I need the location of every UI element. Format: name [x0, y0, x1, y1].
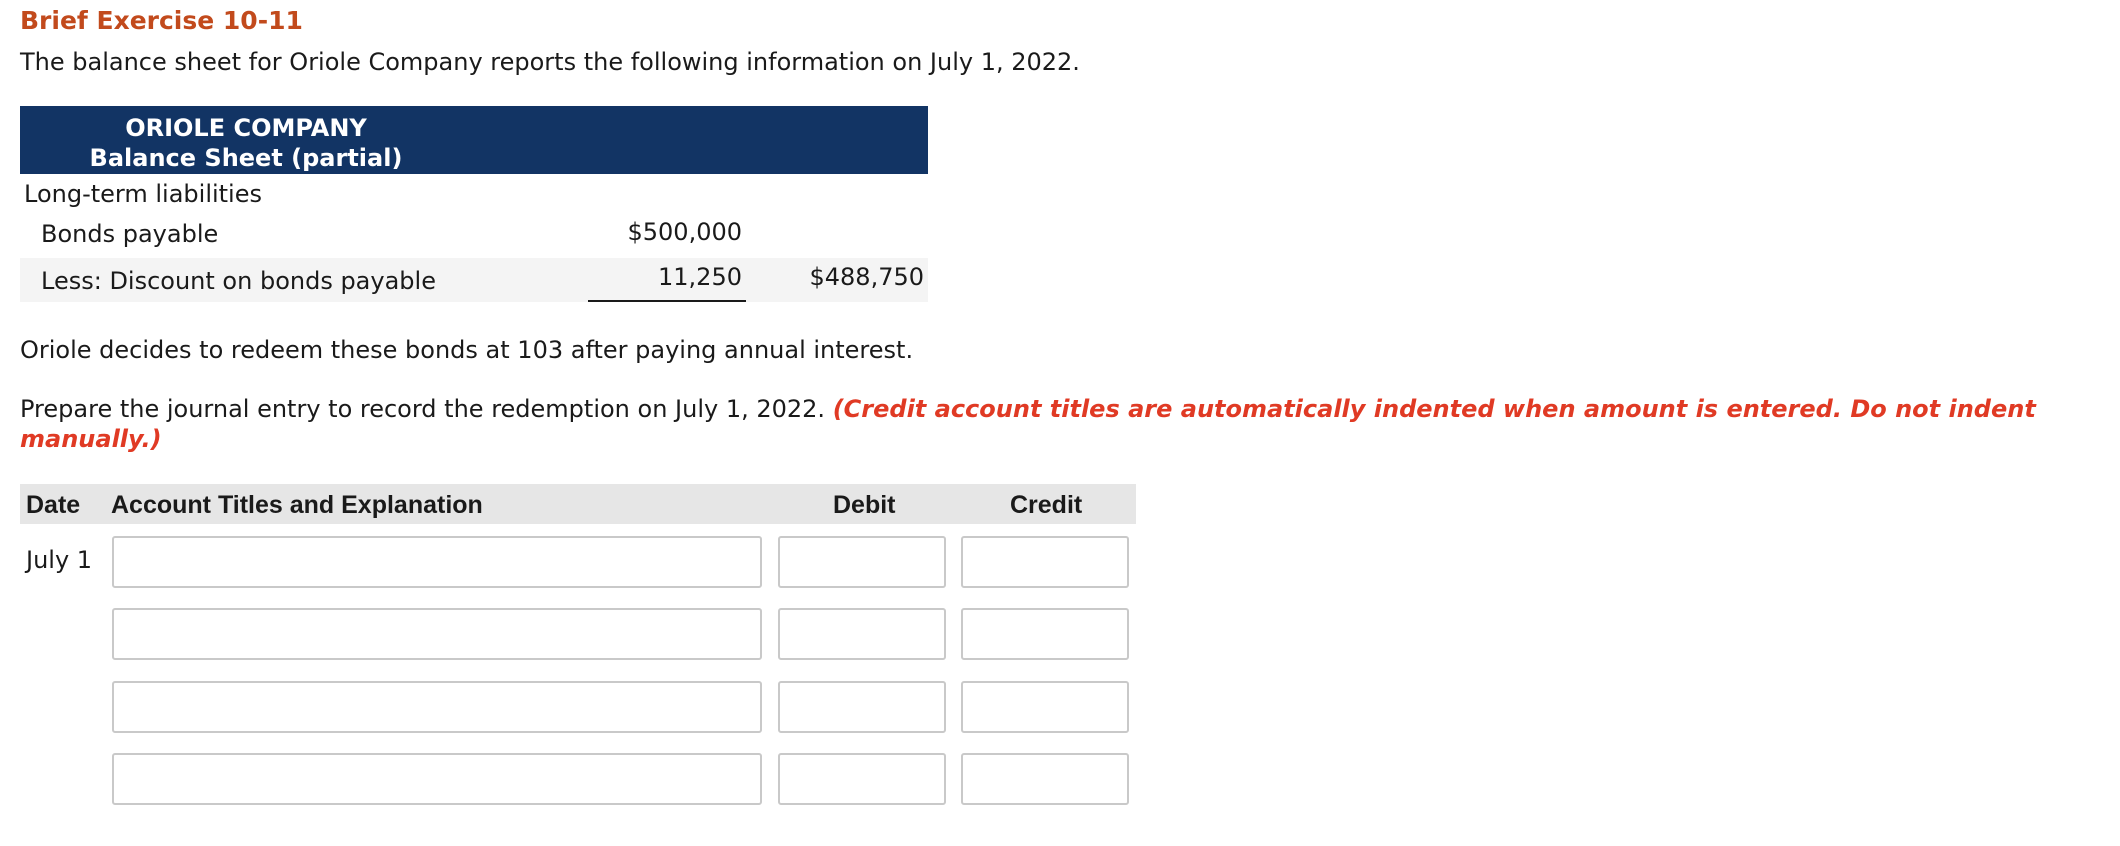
row-amount: $500,000 [627, 218, 742, 246]
account-title-input[interactable] [112, 753, 762, 805]
section-row [20, 174, 928, 212]
entry-date: July 1 [26, 546, 93, 574]
balance-sheet-table [20, 106, 928, 295]
instruction-note: (Credit account titles are automatically indented when amount is entered. Do not indent manually.) [20, 395, 2036, 453]
prepare-text [20, 394, 2090, 454]
credit-input[interactable] [961, 681, 1129, 733]
section-label: Long-term liabilities [24, 180, 262, 208]
credit-input[interactable] [961, 608, 1129, 660]
account-title-input[interactable] [112, 681, 762, 733]
redeem-text: Oriole decides to redeem these bonds at 103 after paying annual interest. [20, 336, 914, 364]
row-label: Bonds payable [41, 220, 219, 248]
row-amount: 11,250 [658, 263, 742, 291]
row-total: $488,750 [809, 263, 924, 291]
balance-sheet-subtitle: Balance Sheet (partial) [89, 144, 403, 172]
exercise-intro: The balance sheet for Oriole Company reports the following information on July 1, 2022. [20, 48, 1080, 76]
amount-underline [588, 300, 746, 302]
account-header: Account Titles and Explanation [111, 491, 483, 519]
debit-input[interactable] [778, 753, 946, 805]
table-row [20, 212, 928, 254]
table-row [20, 258, 928, 302]
credit-input[interactable] [961, 536, 1129, 588]
account-title-input[interactable] [112, 608, 762, 660]
journal-header [20, 484, 1136, 524]
company-name: ORIOLE COMPANY [125, 114, 367, 142]
prepare-sentence: Prepare the journal entry to record the redemption on July 1, 2022. [20, 395, 826, 423]
exercise-title: Brief Exercise 10-11 [20, 6, 303, 35]
row-label: Less: Discount on bonds payable [41, 267, 436, 295]
debit-header: Debit [833, 491, 896, 519]
balance-sheet-header [20, 106, 928, 174]
credit-header: Credit [1010, 491, 1083, 519]
date-header: Date [26, 491, 81, 519]
account-title-input[interactable] [112, 536, 762, 588]
debit-input[interactable] [778, 608, 946, 660]
debit-input[interactable] [778, 681, 946, 733]
credit-input[interactable] [961, 753, 1129, 805]
debit-input[interactable] [778, 536, 946, 588]
